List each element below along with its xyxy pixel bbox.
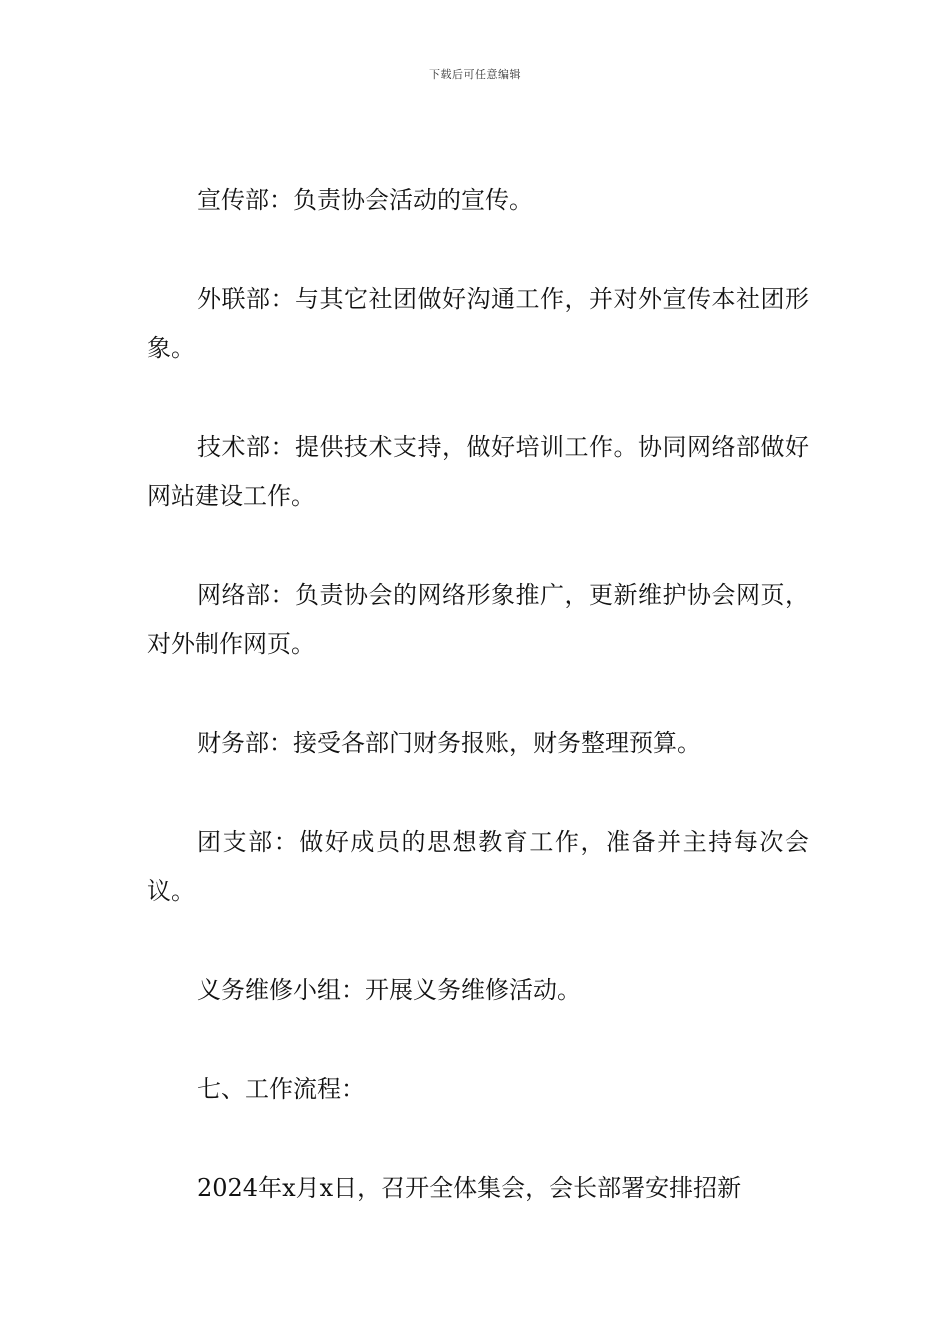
paragraph-finance-dept: 财务部：接受各部门财务报账，财务整理预算。 xyxy=(197,729,701,757)
document-body xyxy=(147,176,809,1263)
paragraph-external-dept: 外联部：与其它社团做好沟通工作，并对外宣传本社团形象。 xyxy=(147,285,809,362)
paragraph-tech-dept: 技术部：提供技术支持，做好培训工作。协同网络部做好网站建设工作。 xyxy=(147,433,809,510)
paragraph-league-branch: 团支部：做好成员的思想教育工作，准备并主持每次会议。 xyxy=(147,828,809,905)
paragraph-publicity-dept: 宣传部：负责协会活动的宣传。 xyxy=(197,186,533,214)
page-header: 下载后可任意编辑 xyxy=(429,68,521,81)
section-heading-workflow: 七、工作流程： xyxy=(197,1075,365,1103)
paragraph-repair-group: 义务维修小组：开展义务维修活动。 xyxy=(197,976,581,1004)
paragraph-network-dept: 网络部：负责协会的网络形象推广，更新维护协会网页，对外制作网页。 xyxy=(147,581,809,658)
paragraph-workflow-first: 2024年x月x日，召开全体集会，会长部署安排招新 xyxy=(197,1174,742,1202)
